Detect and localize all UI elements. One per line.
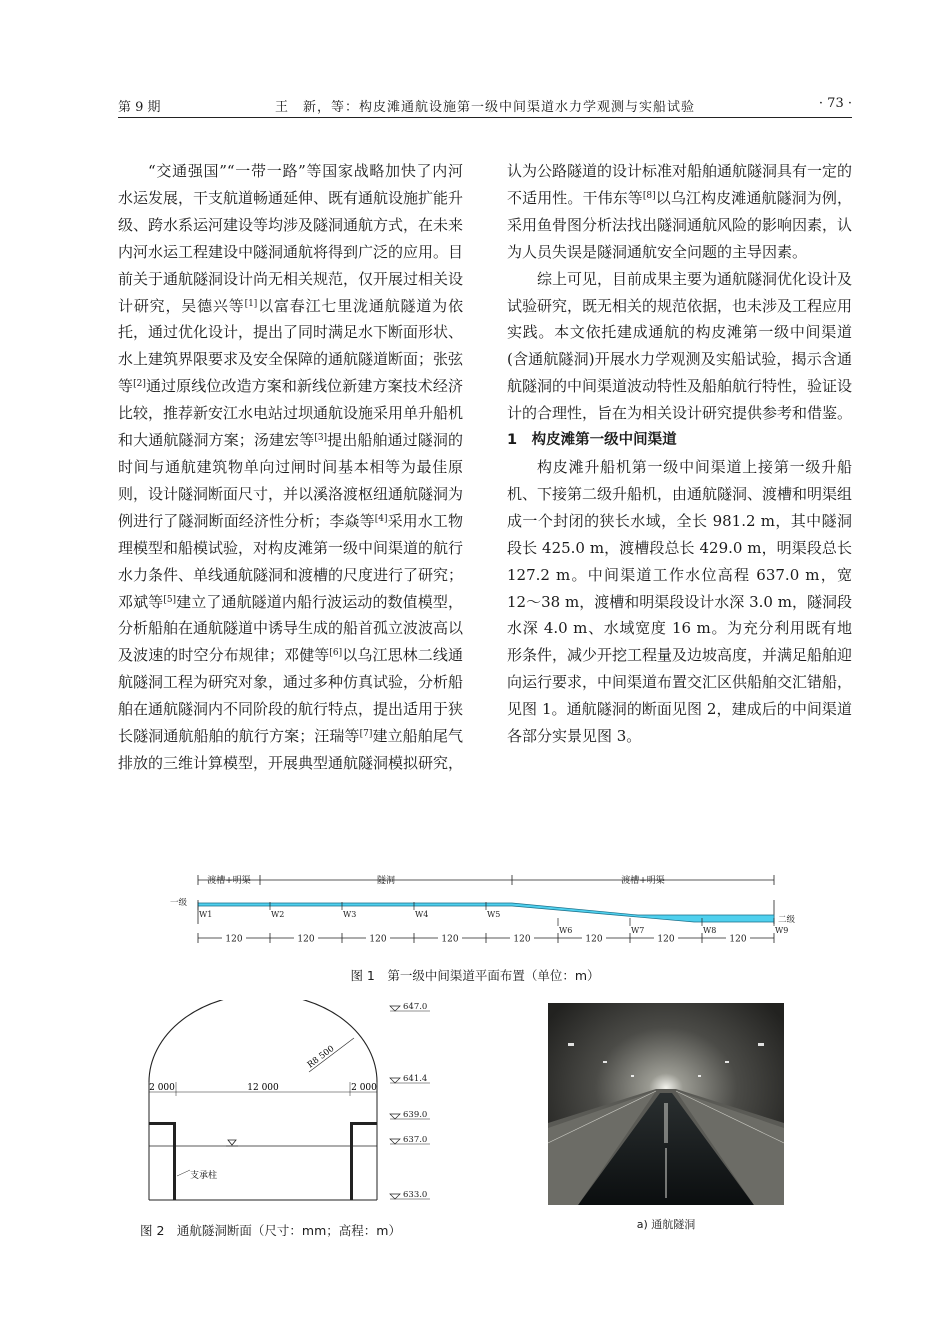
station-label: W9 (775, 926, 789, 935)
elevation-marker (390, 1006, 400, 1011)
citation[interactable]: [4] (374, 513, 388, 524)
elevation-marker (390, 1078, 400, 1083)
station-label: W6 (559, 926, 573, 935)
spacing-label: 120 (513, 934, 531, 945)
figure-1-plan-layout (168, 872, 800, 952)
elevation-label: 639.0 (403, 1110, 428, 1120)
spacing-label: 120 (585, 934, 603, 945)
tunnel-photo (548, 1003, 784, 1205)
spacing-label: 120 (369, 934, 387, 945)
figure-1-caption: 图 1 第一级中间渠道平面布置（单位：m） (350, 968, 600, 983)
running-header (118, 96, 852, 116)
citation[interactable]: [7] (359, 729, 373, 740)
elevation-marker (390, 1139, 400, 1144)
radius-label: R8 500 (305, 1043, 337, 1071)
channel-description: 构皮滩升船机第一级中间渠道上接第一级升船机、下接第二级升船机，由通航隧洞、渡槽和明渠组成一个封闭的狭长水域，全长 981.2 m，其中隧洞段长 425.0 m，渡槽段总长 429.0 m，明渠段总长 127.2 m。中间渠道工作水位高程 637.0 m，宽 12～38 m，渡槽和明渠段设计水深 3.0 m，隧洞段水深 4.0 m、水域宽度 16 m。为充分利用既有地形条件，减少开挖工程量及边坡高度，并满足船舶迎向运行要求，中间渠道布置交汇区供船舶交汇错船，见图 1。通航隧洞的断面见图 2，建成后的中间渠道各部分实景见图 3。 (507, 457, 853, 746)
station-label: W4 (415, 910, 429, 919)
right-column (507, 158, 852, 750)
citation[interactable]: [6] (329, 648, 343, 659)
spacing-label: 120 (729, 934, 747, 945)
elevation-label: 647.0 (403, 1002, 428, 1012)
station-label: W3 (343, 910, 357, 919)
citation[interactable]: [2] (133, 379, 146, 390)
station-label: W1 (199, 910, 213, 919)
station-label: W8 (703, 926, 717, 935)
header-rule (118, 117, 852, 118)
spacing-label: 120 (225, 934, 243, 945)
width-label: 12 000 (247, 1083, 279, 1093)
running-title: 王 新，等：构皮滩通航设施第一级中间渠道水力学观测与实船试验 (274, 100, 695, 115)
section-heading: 1 构皮滩第一级中间渠道 (507, 432, 677, 449)
elevation-marker (390, 1194, 400, 1199)
elevation-label: 637.0 (403, 1135, 428, 1145)
segment-label: 隧洞 (376, 876, 396, 886)
station-label: W5 (487, 910, 501, 919)
tunnel-photo-drawing (548, 1003, 784, 1205)
figure-2-cross-section (140, 1000, 440, 1215)
citation[interactable]: [3] (314, 433, 328, 444)
left-column (118, 158, 463, 777)
elevation-label: 633.0 (403, 1190, 428, 1200)
figure-3a-caption: a) 通航隧洞 (636, 1218, 696, 1231)
width-label: 2 000 (351, 1083, 377, 1093)
figure-2-caption: 图 2 通航隧洞断面（尺寸：mm；高程：m） (140, 1223, 401, 1238)
segment-label: 渡槽+明渠 (207, 876, 251, 886)
elevation-marker (390, 1114, 400, 1119)
issue-number: 第 9 期 (118, 100, 161, 115)
page-number: · 73 · (818, 96, 852, 111)
elevation-label: 641.4 (403, 1074, 428, 1084)
continued-paragraph: 认为公路隧道的设计标准对船舶通航隧洞具有一定的不适用性。干伟东等[8]以乌江构皮滩通航隧洞为例，采用鱼骨图分析法找出隧洞通航风险的影响因素，认为人员失误是隧洞通航安全问题的主导因素。 (507, 162, 853, 261)
citation[interactable]: [5] (163, 594, 177, 605)
width-label: 2 000 (149, 1083, 175, 1093)
station-label: W7 (631, 926, 645, 935)
spacing-label: 120 (441, 934, 459, 945)
citation[interactable]: [8] (642, 190, 656, 201)
summary-paragraph: 综上可见，目前成果主要为通航隧洞优化设计及试验研究，既无相关的规范依据，也未涉及工程应用实践。本文依托建成通航的构皮滩第一级中间渠道(含通航隧洞)开展水力学观测及实船试验，揭示含通航隧洞的中间渠道波动特性及船舶航行特性，验证设计的合理性，旨在为相关设计研究提供参考和借鉴。 (507, 269, 853, 423)
intro-paragraph: “交通强国”“一带一路”等国家战略加快了内河水运发展，干支航道畅通延伸、既有通航设施扩能升级、跨水系运河建设等均涉及隧洞通航方式，在未来内河水运工程建设中隧洞通航将得到广泛的应用。目前关于通航隧洞设计尚无相关规范，仅开展过相关设计研究，吴德兴等[1]以富春江七里泷通航隧道为依托，通过优化设计，提出了同时满足水下断面形状、水上建筑界限要求及安全保障的通航隧道断面；张弦等[2]通过原线位改造方案和新线位新建方案技术经济比较，推荐新安江水电站过坝通航设施采用单升船机和大通航隧洞方案；汤建宏等[3]提出船舶通过隧洞的时间与通航建筑物单向过闸时间基本相等为最佳原则，设计隧洞断面尺寸，并以溪洛渡枢纽通航隧洞为例进行了隧洞断面经济性分析；李焱等[4]采用水工物理模型和船模试验，对构皮滩第一级中间渠道的航行水力条件、单线通航隧洞和渡槽的尺度进行了研究；邓斌等[5]建立了通航隧道内船行波运动的数值模型，分析船舶在通航隧道中诱导生成的船首孤立波波高以及波速的时空分布规律；邓健等[6]以乌江思林二线通航隧洞工程为研究对象，通过多种仿真试验，分析船舶在通航隧洞内不同阶段的航行特点，提出适用于狭长隧洞通航船舶的航行方案；汪瑞等[7]建立船舶尾气排放的三维计算模型，开展典型通航隧洞模拟研究， (118, 162, 464, 772)
support-column-label: 支承柱 (190, 1171, 218, 1181)
citation[interactable]: [1] (244, 298, 258, 309)
spacing-label: 120 (297, 934, 315, 945)
spacing-label: 120 (657, 934, 675, 945)
station-label: W2 (271, 910, 285, 919)
upstream-label: 一级 (170, 898, 188, 908)
segment-label: 渡槽+明渠 (621, 876, 665, 886)
downstream-label: 二级 (778, 915, 796, 925)
